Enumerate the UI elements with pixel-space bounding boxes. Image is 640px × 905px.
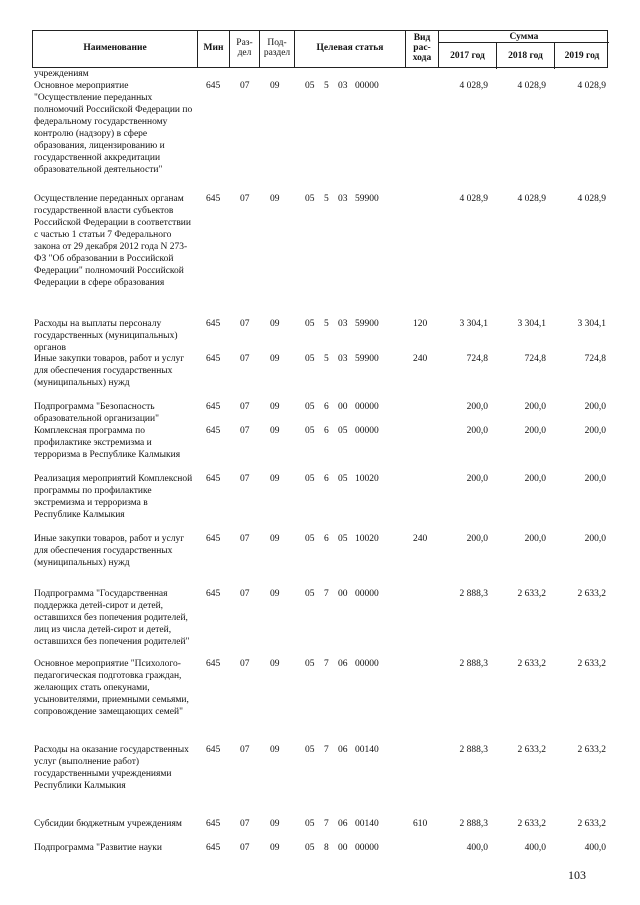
- cell-s2017: 200,0: [466, 402, 488, 412]
- cell-t4: 00000: [355, 402, 379, 412]
- cell-t3: 05: [338, 426, 348, 436]
- header-razdel: Раз-дел: [230, 31, 260, 67]
- cell-name: учреждениям: [34, 69, 89, 79]
- cell-vid: 240: [413, 354, 428, 364]
- header-min: Мин: [198, 31, 230, 67]
- cell-t4: 00140: [355, 745, 379, 755]
- cell-pr: 09: [270, 354, 280, 364]
- cell-rz: 07: [240, 194, 250, 204]
- cell-rz: 07: [240, 402, 250, 412]
- cell-t4: 00000: [355, 81, 379, 91]
- header-podrazdel: Под-раздел: [260, 31, 295, 67]
- cell-min: 645: [206, 402, 221, 412]
- cell-s2019: 3 304,1: [577, 319, 606, 329]
- cell-rz: 07: [240, 819, 250, 829]
- cell-rz: 07: [240, 589, 250, 599]
- cell-name: Комплексная программа по профилактике экстремизма и терроризма в Республике Калмыкия: [34, 426, 181, 460]
- cell-t4: 00140: [355, 819, 379, 829]
- page-number: 103: [568, 868, 586, 882]
- cell-vid: 610: [413, 819, 428, 829]
- cell-s2019: 2 633,2: [577, 659, 606, 669]
- cell-t2: 5: [324, 319, 329, 329]
- cell-name: Реализация мероприятий Комплексной программы по профилактике экстремизма и терроризма в Республике Калмыкия: [34, 474, 193, 520]
- cell-t3: 05: [338, 534, 348, 544]
- header-vid: Вид рас-хода: [406, 31, 439, 67]
- cell-s2017: 4 028,9: [459, 194, 488, 204]
- cell-s2018: 400,0: [524, 843, 546, 853]
- cell-t4: 00000: [355, 843, 379, 853]
- cell-pr: 09: [270, 819, 280, 829]
- cell-pr: 09: [270, 426, 280, 436]
- cell-s2018: 2 633,2: [517, 745, 546, 755]
- cell-t2: 7: [324, 659, 329, 669]
- cell-s2018: 200,0: [524, 474, 546, 484]
- cell-rz: 07: [240, 659, 250, 669]
- cell-s2019: 2 633,2: [577, 589, 606, 599]
- cell-min: 645: [206, 194, 221, 204]
- cell-rz: 07: [240, 843, 250, 853]
- header-target: Целевая статья: [295, 31, 406, 67]
- cell-t3: 00: [338, 589, 348, 599]
- cell-rz: 07: [240, 745, 250, 755]
- cell-t2: 5: [324, 194, 329, 204]
- cell-pr: 09: [270, 745, 280, 755]
- cell-t1: 05: [305, 474, 315, 484]
- cell-s2017: 2 888,3: [459, 659, 488, 669]
- cell-t2: 6: [324, 426, 329, 436]
- cell-t4: 59900: [355, 354, 379, 364]
- cell-min: 645: [206, 354, 221, 364]
- cell-name: Подпрограмма "Развитие науки: [34, 843, 162, 853]
- cell-t1: 05: [305, 402, 315, 412]
- cell-t1: 05: [305, 843, 315, 853]
- cell-t4: 10020: [355, 474, 379, 484]
- cell-min: 645: [206, 319, 221, 329]
- cell-s2017: 4 028,9: [459, 81, 488, 91]
- cell-min: 645: [206, 819, 221, 829]
- cell-s2018: 3 304,1: [517, 319, 546, 329]
- cell-t2: 7: [324, 745, 329, 755]
- cell-s2019: 4 028,9: [577, 194, 606, 204]
- cell-rz: 07: [240, 81, 250, 91]
- cell-t3: 06: [338, 745, 348, 755]
- cell-min: 645: [206, 534, 221, 544]
- cell-s2017: 3 304,1: [459, 319, 488, 329]
- cell-name: Осуществление переданных органам государственной власти субъектов Российской Федерации в соответствии с частью 1 статьи 7 Федерального закона от 29 декабря 2012 года N 273-ФЗ "Об образовании в Российской Федерации" полномочий Российской Федерации в сфере образования: [34, 194, 191, 288]
- cell-min: 645: [206, 426, 221, 436]
- cell-pr: 09: [270, 81, 280, 91]
- cell-name: Иные закупки товаров, работ и услуг для обеспечения государственных (муниципальных) нужд: [34, 354, 185, 388]
- cell-t3: 03: [338, 354, 348, 364]
- cell-t2: 6: [324, 474, 329, 484]
- cell-rz: 07: [240, 354, 250, 364]
- cell-s2019: 4 028,9: [577, 81, 606, 91]
- cell-min: 645: [206, 474, 221, 484]
- cell-s2018: 200,0: [524, 426, 546, 436]
- cell-s2018: 200,0: [524, 534, 546, 544]
- cell-s2018: 724,8: [524, 354, 546, 364]
- cell-pr: 09: [270, 474, 280, 484]
- cell-name: Иные закупки товаров, работ и услуг для обеспечения государственных (муниципальных) нужд: [34, 534, 185, 568]
- cell-s2017: 2 888,3: [459, 745, 488, 755]
- cell-t2: 5: [324, 354, 329, 364]
- cell-t3: 00: [338, 843, 348, 853]
- cell-t3: 06: [338, 659, 348, 669]
- cell-s2018: 2 633,2: [517, 819, 546, 829]
- cell-t1: 05: [305, 426, 315, 436]
- cell-name: Расходы на выплаты персоналу государственных (муниципальных) органов: [34, 319, 178, 353]
- cell-t3: 05: [338, 474, 348, 484]
- cell-min: 645: [206, 843, 221, 853]
- cell-pr: 09: [270, 589, 280, 599]
- cell-s2017: 2 888,3: [459, 819, 488, 829]
- cell-t3: 06: [338, 819, 348, 829]
- cell-min: 645: [206, 659, 221, 669]
- cell-name: Основное мероприятие "Осуществление переданных полномочий Российской Федерации по федеральному государственному контролю (надзору) в сфере образования, лицензированию и государственной аккредитации образовательной деятельности": [34, 81, 193, 175]
- cell-t1: 05: [305, 819, 315, 829]
- cell-s2017: 400,0: [466, 843, 488, 853]
- cell-t4: 10020: [355, 534, 379, 544]
- cell-t3: 00: [338, 402, 348, 412]
- header-2019: 2019 год: [564, 51, 600, 61]
- cell-min: 645: [206, 745, 221, 755]
- cell-t2: 6: [324, 402, 329, 412]
- cell-s2017: 200,0: [466, 426, 488, 436]
- cell-t1: 05: [305, 745, 315, 755]
- cell-s2018: 4 028,9: [517, 194, 546, 204]
- cell-t3: 03: [338, 81, 348, 91]
- cell-name: Основное мероприятие "Психолого-педагогическая подготовка граждан, желающих стать опекунами, усыновителями, приемными семьями, сопровождение замещающих семей": [34, 659, 189, 717]
- cell-pr: 09: [270, 534, 280, 544]
- cell-rz: 07: [240, 474, 250, 484]
- cell-pr: 09: [270, 659, 280, 669]
- cell-t1: 05: [305, 534, 315, 544]
- cell-vid: 240: [413, 534, 428, 544]
- cell-s2019: 200,0: [584, 426, 606, 436]
- cell-s2019: 2 633,2: [577, 745, 606, 755]
- cell-s2019: 724,8: [584, 354, 606, 364]
- cell-t2: 7: [324, 589, 329, 599]
- cell-t3: 03: [338, 194, 348, 204]
- cell-min: 645: [206, 81, 221, 91]
- cell-t1: 05: [305, 194, 315, 204]
- cell-s2018: 2 633,2: [517, 659, 546, 669]
- cell-name: Подпрограмма "Безопасность образовательной организации": [34, 402, 159, 424]
- cell-s2019: 400,0: [584, 843, 606, 853]
- cell-t2: 6: [324, 534, 329, 544]
- cell-name: Субсидии бюджетным учреждениям: [34, 819, 182, 829]
- cell-vid: 120: [413, 319, 428, 329]
- header-name: Наименование: [33, 31, 198, 67]
- cell-s2018: 2 633,2: [517, 589, 546, 599]
- cell-s2018: 4 028,9: [517, 81, 546, 91]
- cell-t4: 00000: [355, 659, 379, 669]
- cell-s2019: 200,0: [584, 534, 606, 544]
- cell-pr: 09: [270, 194, 280, 204]
- cell-s2019: 200,0: [584, 474, 606, 484]
- header-summa: Сумма: [439, 31, 609, 43]
- cell-t2: 5: [324, 81, 329, 91]
- cell-name: Подпрограмма "Государственная поддержка детей-сирот и детей, оставшихся без попечения родителей, лиц из числа детей-сирот и детей, оставшихся без попечения родителей": [34, 589, 190, 647]
- cell-t1: 05: [305, 659, 315, 669]
- header-2018: 2018 год: [497, 43, 555, 69]
- cell-t2: 7: [324, 819, 329, 829]
- cell-t3: 03: [338, 319, 348, 329]
- cell-s2017: 200,0: [466, 534, 488, 544]
- cell-s2019: 2 633,2: [577, 819, 606, 829]
- cell-t4: 00000: [355, 589, 379, 599]
- cell-pr: 09: [270, 843, 280, 853]
- cell-rz: 07: [240, 426, 250, 436]
- cell-t2: 8: [324, 843, 329, 853]
- cell-pr: 09: [270, 402, 280, 412]
- cell-t1: 05: [305, 589, 315, 599]
- cell-s2017: 724,8: [466, 354, 488, 364]
- cell-t4: 00000: [355, 426, 379, 436]
- cell-t1: 05: [305, 354, 315, 364]
- cell-t1: 05: [305, 319, 315, 329]
- cell-pr: 09: [270, 319, 280, 329]
- cell-t4: 59900: [355, 194, 379, 204]
- header-2017: 2017 год: [439, 43, 497, 69]
- cell-s2017: 2 888,3: [459, 589, 488, 599]
- cell-t1: 05: [305, 81, 315, 91]
- table-header: [32, 30, 608, 68]
- cell-name: Расходы на оказание государственных услуг (выполнение работ) государственными учреждениями Республики Калмыкия: [34, 745, 189, 791]
- cell-t4: 59900: [355, 319, 379, 329]
- cell-min: 645: [206, 589, 221, 599]
- cell-rz: 07: [240, 319, 250, 329]
- cell-s2017: 200,0: [466, 474, 488, 484]
- cell-rz: 07: [240, 534, 250, 544]
- cell-s2019: 200,0: [584, 402, 606, 412]
- cell-s2018: 200,0: [524, 402, 546, 412]
